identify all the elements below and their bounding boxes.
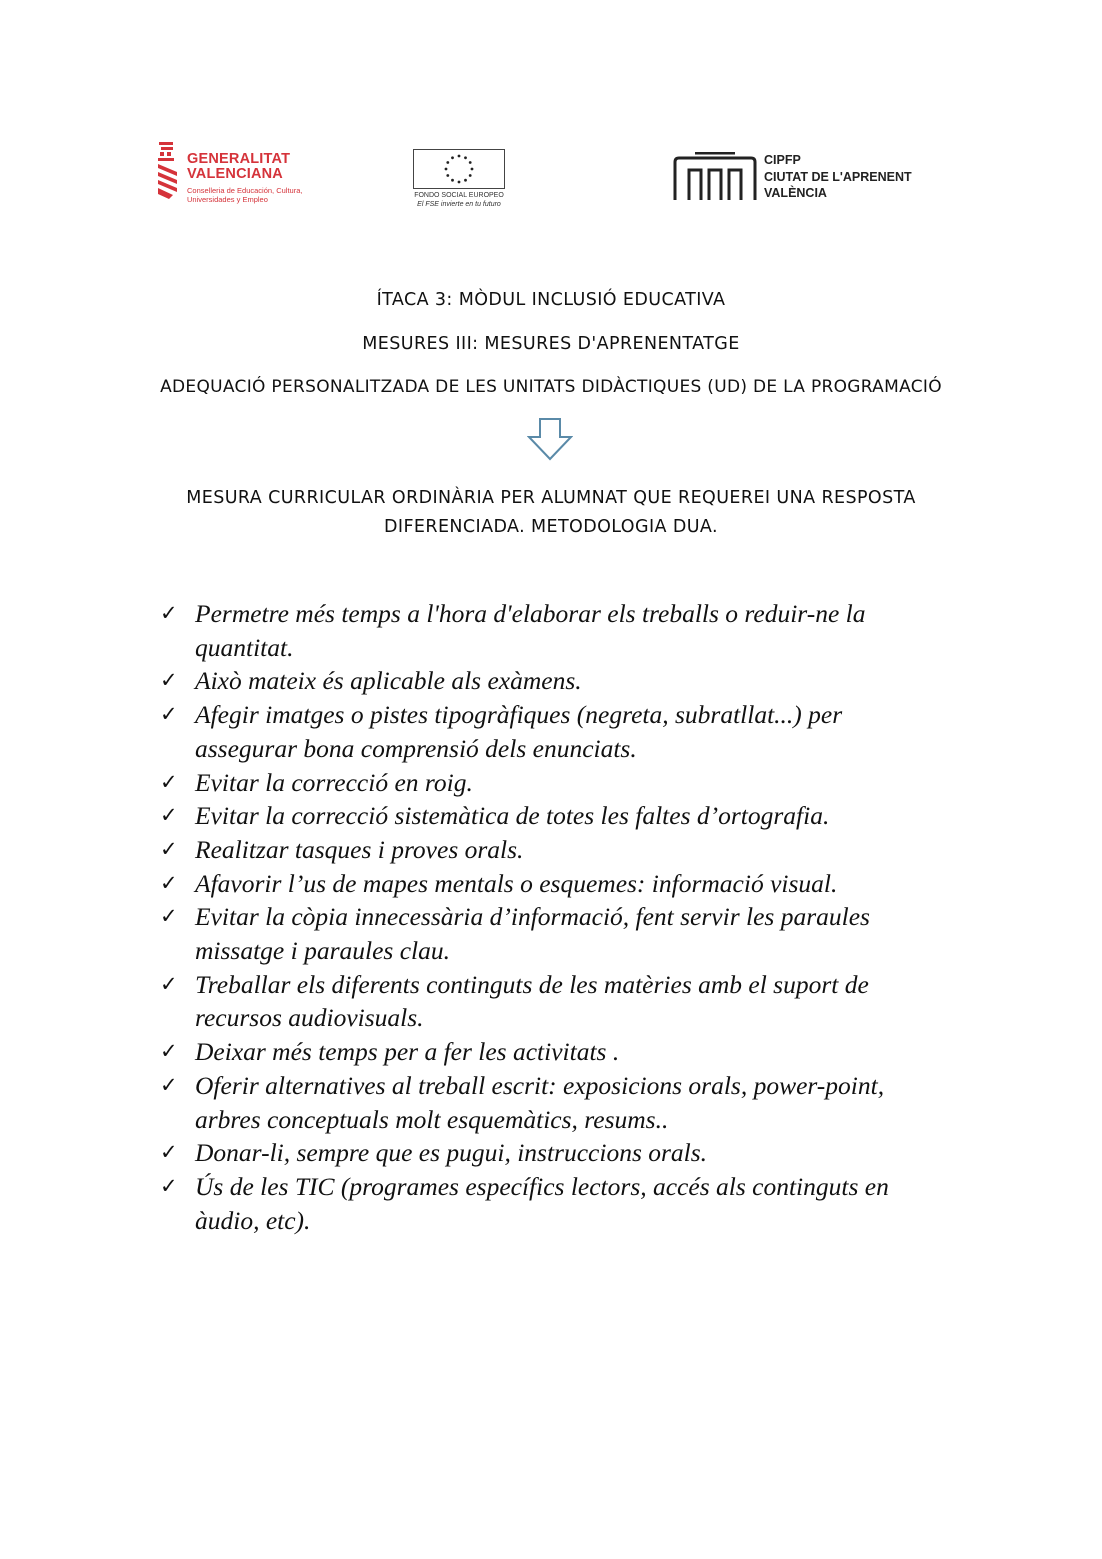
checkmark-icon: ✓ (160, 1072, 178, 1097)
measures-checklist (160, 597, 950, 1237)
fse-slogan: El FSE invierte en tu futuro (417, 201, 501, 208)
checkmark-icon: ✓ (160, 1140, 178, 1165)
list-item: ✓ Oferir alternatives al treball escrit: exposicions orals, power-point, arbres conceptuals molt esquemàtics, resums.. (160, 1070, 885, 1134)
list-item: ✓ Afegir imatges o pistes tipogràfiques (negreta, subratllat...) per assegurar bona comprensió dels enunciats. (160, 700, 843, 763)
heading-measures: MESURES III: MESURES D'APRENENTATGE (362, 334, 740, 354)
fse-name: FONDO SOCIAL EUROPEO (414, 192, 504, 199)
checkmark-icon: ✓ (160, 836, 178, 861)
checkmark-icon: ✓ (160, 601, 178, 625)
list-item: ✓ Evitar la correcció en roig. (160, 766, 950, 800)
fondo-social-europeo-logo (395, 145, 525, 215)
generalitat-title: GENERALITAT VALENCIANA (187, 151, 291, 182)
checkmark-icon: ✓ (160, 1039, 178, 1064)
list-item: ✓ Afavorir l’us de mapes mentals o esquemes: informació visual. (160, 867, 950, 901)
heading-module: ÍTACA 3: MÒDUL INCLUSIÓ EDUCATIVA (376, 290, 726, 310)
list-item: ✓ Treballar els diferents continguts de les matèries amb el suport de recursos audiovisuals. (160, 969, 869, 1033)
checkmark-icon: ✓ (160, 668, 178, 693)
list-item: ✓ Evitar la còpia innecessària d’informació, fent servir les paraules missatge i paraules clau. (160, 902, 870, 966)
list-item: ✓ Evitar la correcció sistemàtica de totes les faltes d’ortografia. (160, 799, 950, 833)
checkmark-icon: ✓ (160, 904, 178, 929)
heading-adequacy: ADEQUACIÓ PERSONALITZADA DE LES UNITATS DIDÀCTIQUES (UD) DE LA PROGRAMACIÓ (160, 377, 942, 397)
list-item: ✓ Deixar més temps per a fer les activitats . (160, 1035, 950, 1069)
list-item: ✓ Donar-li, sempre que es pugui, instruccions orals. (160, 1136, 950, 1170)
list-item: ✓ Permetre més temps a l'hora d'elaborar els treballs o reduir-ne la quantitat. (160, 599, 866, 662)
cipfp-logo (673, 150, 943, 206)
eu-flag-icon (413, 149, 505, 189)
down-arrow-icon (527, 417, 573, 461)
checkmark-icon: ✓ (160, 769, 178, 794)
list-item: ✓ Això mateix és aplicable als exàmens. (160, 664, 950, 698)
checkmark-icon: ✓ (160, 971, 178, 996)
checkmark-icon: ✓ (160, 870, 178, 895)
generalitat-subtitle: Conselleria de Educación, Cultura, Universidades y Empleo (187, 186, 303, 204)
cipfp-name: CIPFP CIUTAT DE L'APRENENT VALÈNCIA (764, 153, 912, 200)
generalitat-valenciana-logo (155, 140, 325, 210)
cipfp-building-icon (673, 152, 757, 202)
checkmark-icon: ✓ (160, 803, 178, 828)
list-item: ✓ Ús de les TIC (programes específics lectors, accés als continguts en àudio, etc). (160, 1171, 889, 1235)
generalitat-emblem-icon (155, 142, 181, 200)
list-item: ✓ Realitzar tasques i proves orals. (160, 833, 950, 867)
checkmark-icon: ✓ (160, 1173, 178, 1198)
heading-curricular-measure: MESURA CURRICULAR ORDINÀRIA PER ALUMNAT QUE REQUEREI UNA RESPOSTA DIFERENCIADA. METODOLOGIA DUA. (186, 488, 916, 537)
checkmark-icon: ✓ (160, 702, 178, 727)
